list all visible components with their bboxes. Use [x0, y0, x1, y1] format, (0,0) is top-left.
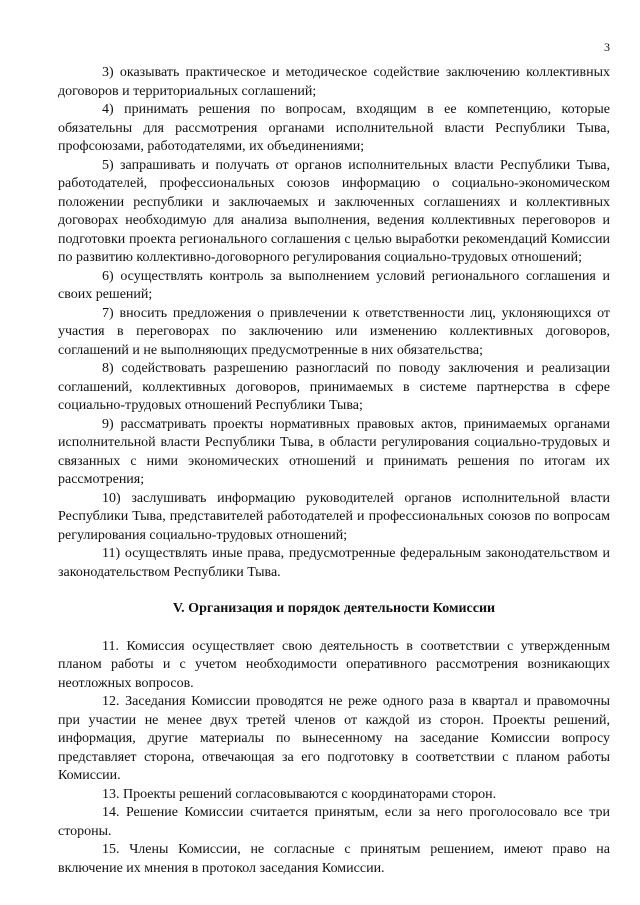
- list-item-8: 8) содействовать разрешению разногласий по поводу заключения и реализации соглашений, коллективных договоров, принимаемых в системе партнерства в сфере социально-трудовых отношений Республики Тыва;: [58, 361, 610, 413]
- list-item-3: 3) оказывать практическое и методическое содействие заключению коллективных договоров и территориальных соглашений;: [58, 65, 610, 99]
- list-item-5: 5) запрашивать и получать от органов исполнительных власти Республики Тыва, работодателей, профессиональных союзов информацию о социально-экономическом положении республики и заключаемых и заключенных соглашениях и коллективных договорах необходимую для анализа выполнения, ведения коллективных переговоров и подготовки проекта регионального соглашения с целью выработки рекомендаций Комиссии по развитию коллективно-договорного регулирования социально-трудовых отношений;: [58, 157, 610, 265]
- clause-12: 12. Заседания Комиссии проводятся не реже одного раза в квартал и правомочны при участии не менее двух третей членов от каждой из сторон. Проекты решений, информация, другие материалы по вынесенному на заседание Комиссии вопросу представляет сторона, отвечающая за его подготовку в соответствии с планом работы Комиссии.: [58, 694, 610, 783]
- document-body: [58, 64, 610, 878]
- clause-15: 15. Члены Комиссии, не согласные с принятым решением, имеют право на включение их мнения в протокол заседания Комиссии.: [58, 842, 610, 876]
- section-heading: V. Организация и порядок деятельности Комиссии: [172, 601, 496, 616]
- list-item-9: 9) рассматривать проекты нормативных правовых актов, принимаемых органами исполнительной власти Республики Тыва, в области регулирования социально-трудовых и связанных с ними экономических отношений и принимать решения по итогам их рассмотрения;: [58, 416, 610, 487]
- list-item-6: 6) осуществлять контроль за выполнением условий регионального соглашения и своих решений;: [58, 268, 610, 302]
- list-item-11: 11) осуществлять иные права, предусмотренные федеральным законодательством и законодательством Республики Тыва.: [58, 546, 610, 580]
- clause-13: 13. Проекты решений согласовываются с координаторами сторон.: [102, 786, 497, 802]
- clause-14: 14. Решение Комиссии считается принятым, если за него проголосовало все три стороны.: [58, 805, 610, 839]
- page-number: 3: [604, 40, 610, 54]
- list-item-4: 4) принимать решения по вопросам, входящим в ее компетенцию, которые обязательны для рассмотрения органами исполнительной власти Республики Тыва, профсоюзами, работодателями, их объединениями;: [58, 102, 610, 154]
- list-item-10: 10) заслушивать информацию руководителей органов исполнительной власти Республики Тыва, представителей работодателей и профессиональных союзов по вопросам регулирования социально-трудовых отношений;: [58, 490, 610, 543]
- clause-11: 11. Комиссия осуществляет свою деятельность в соответствии с утвержденным планом работы и с учетом необходимости оперативного рассмотрения возникающих неотложных вопросов.: [58, 638, 610, 691]
- list-item-7: 7) вносить предложения о привлечении к ответственности лиц, уклоняющихся от участия в переговорах по заключению или изменению коллективных договоров, соглашений и не выполняющих предусмотренные в них обязательства;: [58, 305, 610, 358]
